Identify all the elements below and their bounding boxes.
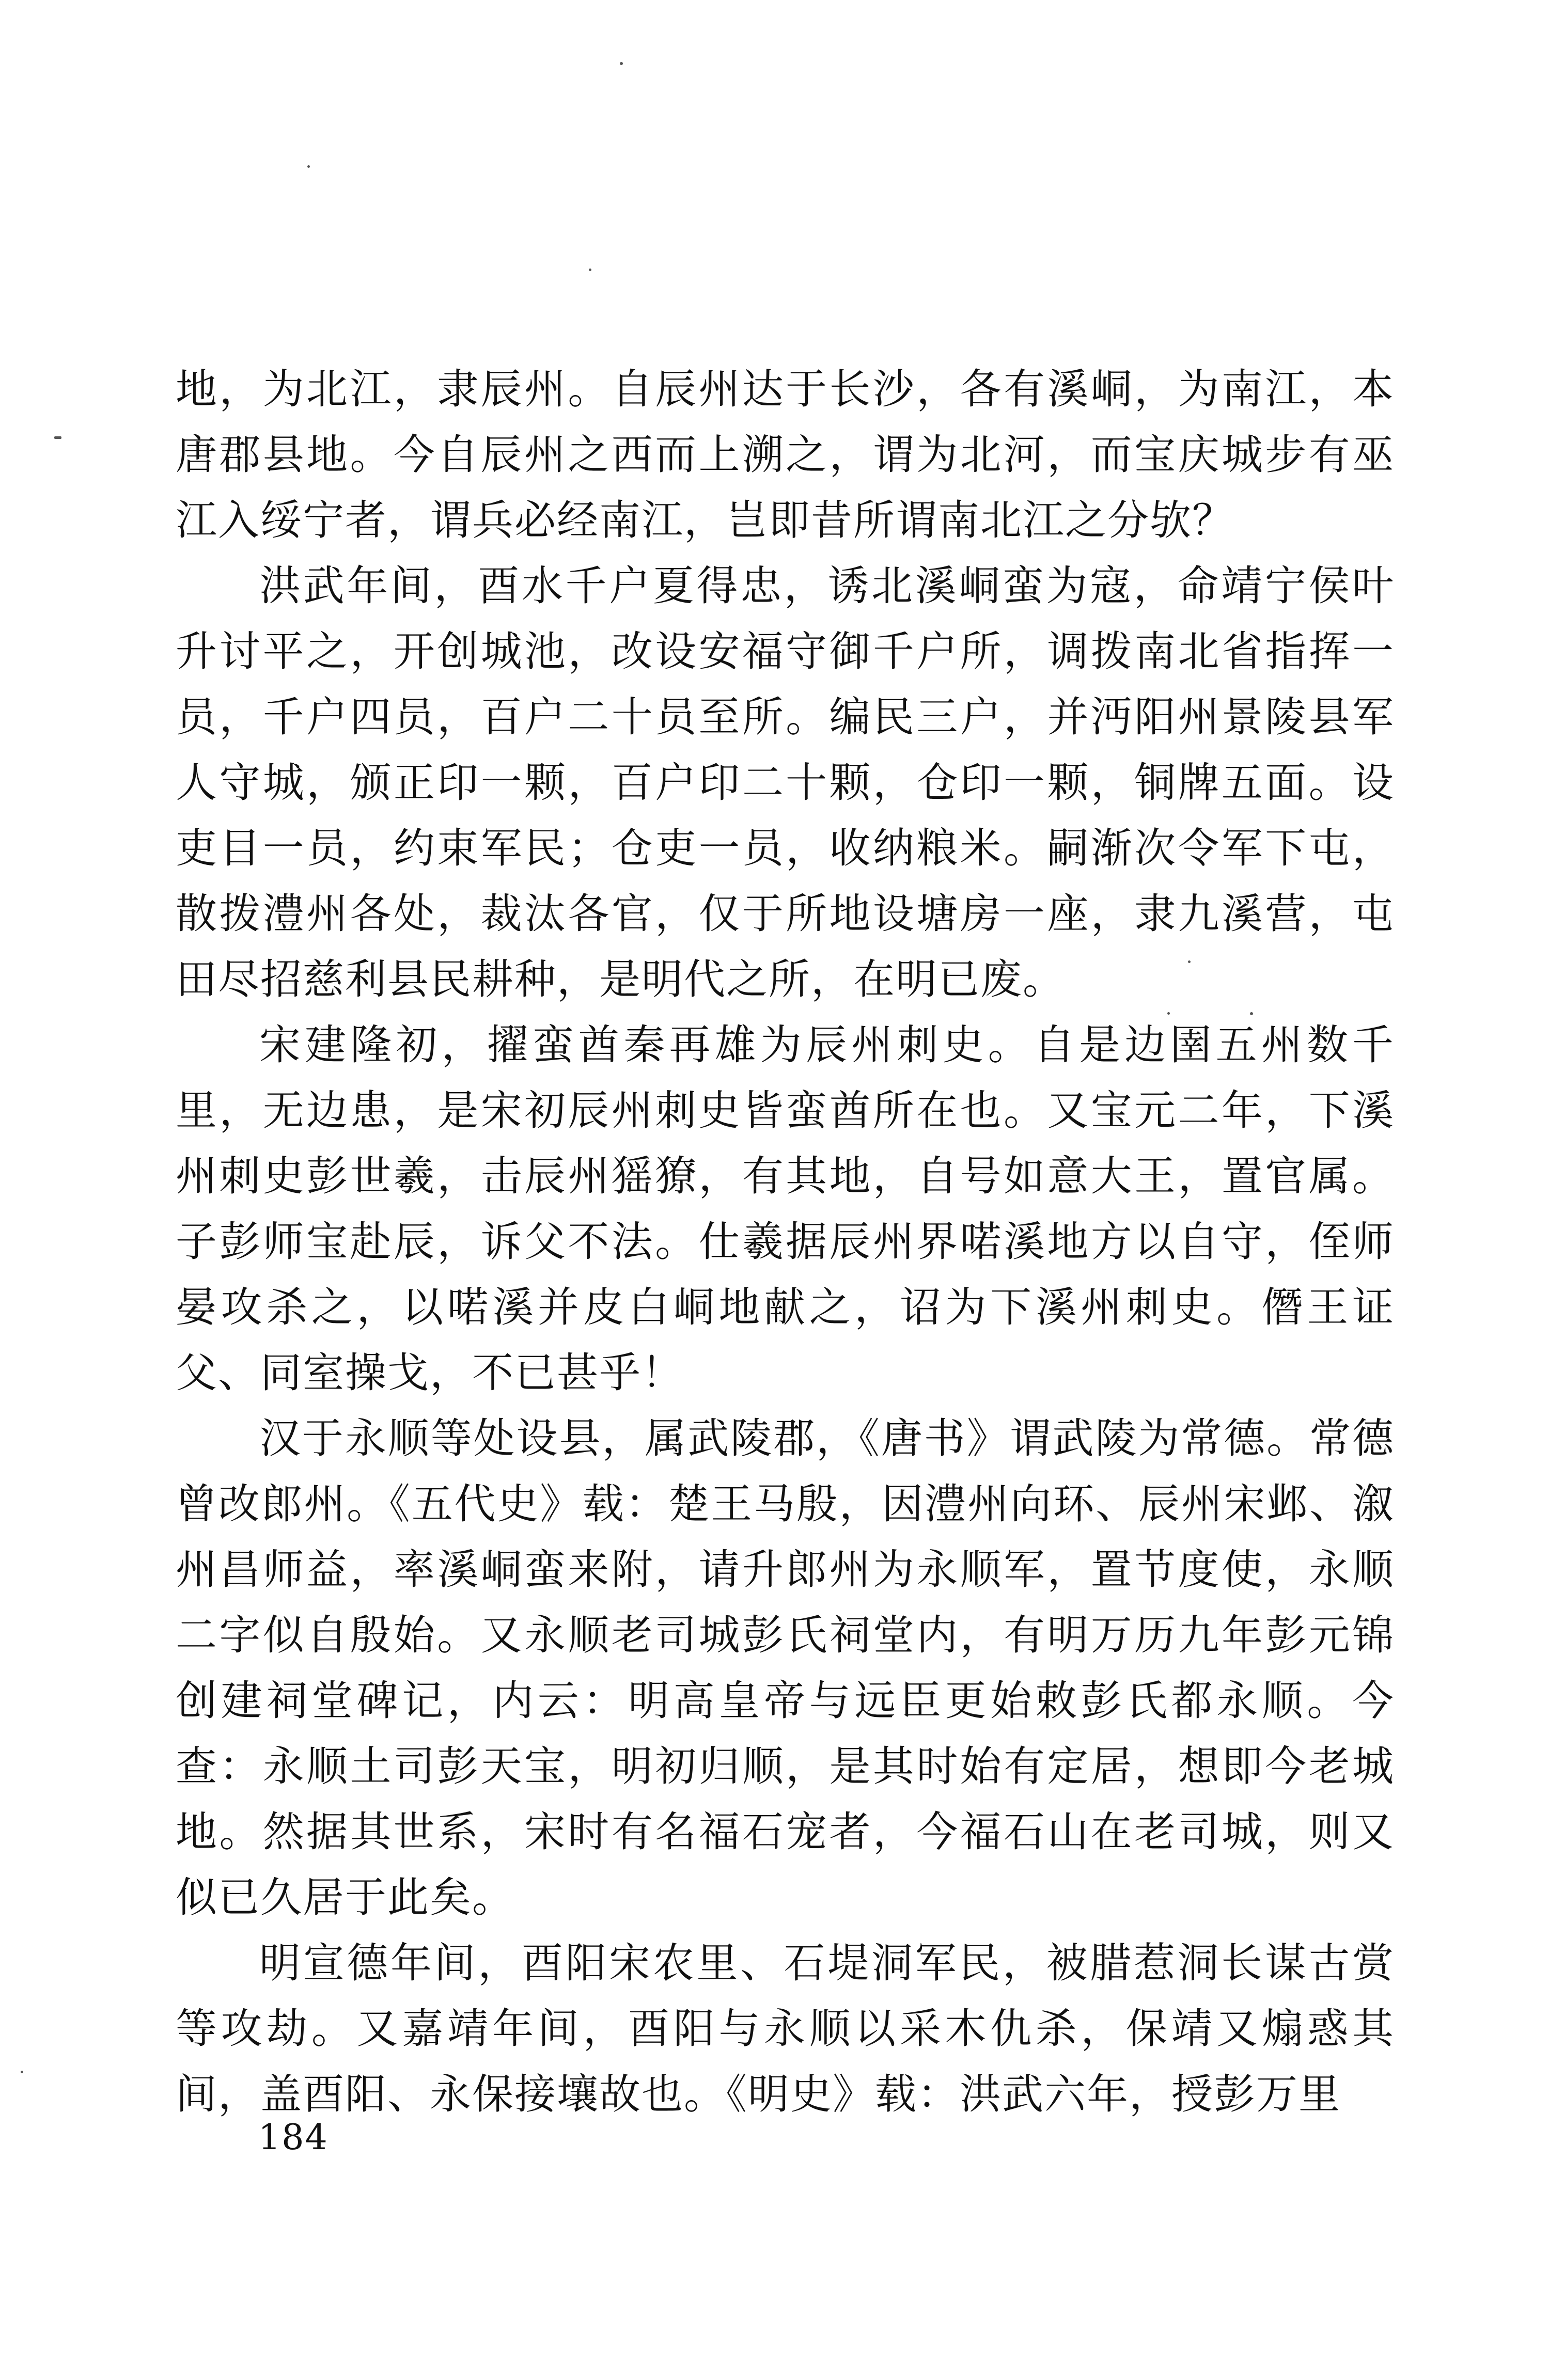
paragraph-2: 洪武年间，酉水千户夏得忠，诱北溪峒蛮为寇，命靖宁侯叶升讨平之，开创城池，改设安福守御千户所，调拨南北省指挥一员，千户四员，百户二十员至所。编民三户，并沔阳州景陵县军人守城，颁正印一颗，百户印二十颗，仓印一颗，铜牌五面。设吏目一员，约束军民；仓吏一员，收纳粮米。嗣渐次令军下屯，散拨澧州各处，裁汰各官，仅于所地设塘房一座，隶九溪营，屯田尽招慈利县民耕种，是明代之所，在明已废。 (176, 562, 1395, 1003)
paragraph-3: 宋建隆初，擢蛮酋秦再雄为辰州刺史。自是边圉五州数千里，无边患，是宋初辰州刺史皆蛮酋所在也。又宝元二年，下溪州刺史彭世羲，击辰州猺獠，有其地，自号如意大王，置官属。子彭师宝赴辰，诉父不法。仕羲据辰州界喏溪地方以自守，侄师晏攻杀之，以喏溪并皮白峒地献之，诏为下溪州刺史。僭王证父、同室操戈，不已甚乎！ (176, 1021, 1395, 1397)
paragraph-5: 明宣德年间，酉阳宋农里、石堤洞军民，被腊惹洞长谋古赏等攻劫。又嘉靖年间，酉阳与永顺以采木仇杀，保靖又煽惑其间，盖酉阳、永保接壤故也。《明史》载：洪武六年，授彭万里 (176, 1939, 1395, 2118)
page-number: 184 (258, 2117, 328, 2158)
scan-speck (54, 436, 61, 439)
scan-speck (1250, 1012, 1253, 1015)
body-text (176, 356, 1395, 2127)
scan-speck (21, 2071, 23, 2073)
scan-speck (1167, 1012, 1170, 1015)
scan-speck (620, 62, 623, 65)
scan-speck (589, 269, 591, 271)
paragraph-1: 地，为北江，隶辰州。自辰州达于长沙，各有溪峒，为南江，本唐郡县地。今自辰州之西而上溯之，谓为北河，而宝庆城步有巫江入绥宁者，谓兵必经南江，岂即昔所谓南北江之分欤？ (176, 365, 1395, 544)
scan-speck (307, 165, 310, 168)
scan-speck (1188, 960, 1191, 963)
paragraph-4: 汉于永顺等处设县，属武陵郡，《唐书》谓武陵为常德。常德曾改郎州。《五代史》载：楚王马殷，因澧州向环、辰州宋邺、溆州昌师益，率溪峒蛮来附，请升郎州为永顺军，置节度使，永顺二字似自殷始。又永顺老司城彭氏祠堂内，有明万历九年彭元锦创建祠堂碑记，内云：明高皇帝与远臣更始敕彭氏都永顺。今查：永顺土司彭天宝，明初归顺，是其时始有定居，想即今老城地。然据其世系，宋时有名福石宠者，今福石山在老司城，则又似已久居于此矣。 (176, 1414, 1395, 1921)
